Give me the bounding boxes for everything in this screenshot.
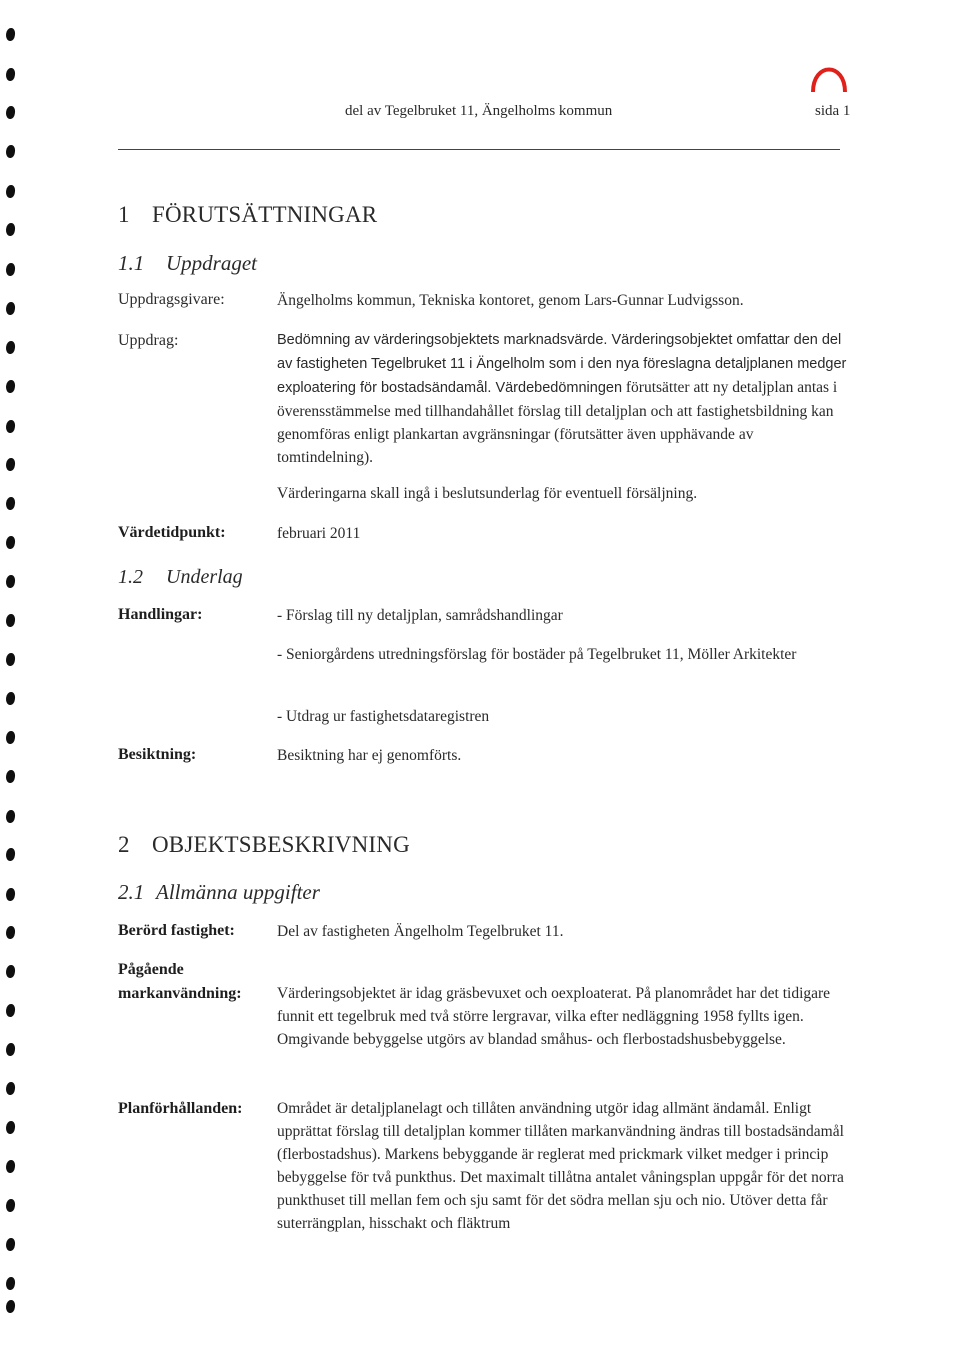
punch-hole (5, 302, 16, 315)
punch-hole (5, 420, 16, 433)
punch-hole (5, 965, 16, 978)
punch-hole (5, 1160, 16, 1173)
header-title: del av Tegelbruket 11, Ängelholms kommun (345, 103, 613, 119)
handlingar-item: - Utdrag ur fastighetsdataregistren (277, 708, 490, 725)
berord-fastighet-label: Berörd fastighet: (118, 922, 235, 939)
uppdragsgivare-value: Ängelholms kommun, Tekniska kontoret, genom Lars-Gunnar Ludvigsson. (277, 292, 744, 309)
besiktning-label: Besiktning: (118, 746, 197, 763)
page-number: sida 1 (815, 103, 851, 119)
subsection-number: 1.2 (118, 566, 143, 588)
punch-hole (5, 68, 16, 81)
uppdrag-text-part1: Bedömning av värderingsobjektets marknadsvärde. Värderingsobjektet omfattar den del av fastigheten Tegelbruket 11 i Ängelholm som i den nya föreslagna detaljplanen medger exploatering för bostadsändamål. Värdebedömningen (277, 332, 847, 396)
punch-hole (5, 614, 16, 627)
handlingar-item: - Förslag till ny detaljplan, samrådshandlingar (277, 607, 563, 624)
punch-hole (5, 1199, 16, 1212)
header-divider (118, 149, 840, 150)
subsection-number: 2.1 (118, 880, 145, 904)
planforhallanden-value: Området är detaljplanelagt och tillåten användning utgör idag allmänt ändamål. Enligt upprättat förslag till detaljplan kommer tillåten markanvändning ändras till bostadsändamål (flerbostadshus). Markens bebyggande är reglerat med prickmark vilket medger i princip bebyggelse för två punkthus. Det maximalt tillåtna antalet våningsplan uppgår för det norra punkthuset till mellan fem och sju samt för det södra mellan sju och nio. Utöver detta får suterrängplan, hisschakt och fläktrum (277, 1100, 844, 1232)
punch-hole (5, 1004, 16, 1017)
punch-hole (5, 341, 16, 354)
pagaende-label-line2: markanvändning: (118, 985, 242, 1002)
section-title: FÖRUTSÄTTNINGAR (152, 202, 378, 227)
punch-hole (5, 497, 16, 510)
section-1-heading (118, 202, 377, 228)
punch-hole (5, 185, 16, 198)
punch-hole (5, 1082, 16, 1095)
handlingar-item: - Seniorgårdens utredningsförslag för bostäder på Tegelbruket 11, Möller Arkitekter (277, 646, 797, 663)
punch-hole (5, 223, 16, 236)
punch-hole (5, 536, 16, 549)
punch-hole (5, 692, 16, 705)
berord-fastighet-value: Del av fastigheten Ängelholm Tegelbruket 11. (277, 923, 564, 940)
subsection-title: Underlag (166, 566, 243, 588)
uppdrag-value (277, 328, 847, 469)
punch-hole (5, 770, 16, 783)
subsection-title: Allmänna uppgifter (156, 880, 320, 904)
punch-hole (5, 28, 16, 41)
punch-hole (5, 926, 16, 939)
section-title: OBJEKTSBESKRIVNING (152, 832, 410, 857)
subsection-number: 1.1 (118, 251, 145, 275)
punch-hole (5, 458, 16, 471)
punch-hole (5, 1300, 16, 1313)
subsection-1-2-heading (118, 566, 243, 589)
punch-hole (5, 575, 16, 588)
subsection-title: Uppdraget (166, 251, 257, 275)
punch-hole (5, 653, 16, 666)
punch-hole (5, 1277, 16, 1290)
punch-hole (5, 1121, 16, 1134)
section-number: 1 (118, 202, 130, 227)
punch-hole (5, 1043, 16, 1056)
planforhallanden-label: Planförhållanden: (118, 1100, 243, 1117)
punch-hole (5, 106, 16, 119)
pagaende-value: Värderingsobjektet är idag gräsbevuxet och oexploaterat. På planområdet har det tidigare funnit ett tegelbruk med två större lergravar, vilka efter nedläggning 1958 fyllts igen. Omgivande bebyggelse utgörs av blandad småhus- och flerbostadshusbebyggelse. (277, 985, 831, 1048)
uppdrag-extra: Värderingarna skall ingå i beslutsunderlag för eventuell försäljning. (277, 485, 698, 502)
besiktning-value: Besiktning har ej genomförts. (277, 747, 462, 764)
punch-hole (5, 263, 16, 276)
vardetidpunkt-label: Värdetidpunkt: (118, 524, 226, 541)
punch-hole (5, 888, 16, 901)
punch-hole (5, 145, 16, 158)
uppdrag-text-part2: förutsätter att ny detaljplan antas i överensstämmelse med tillhandahållet förslag till detaljplan och att fastighetsbildning kan genomföras enligt plankartan avgränsningar (förutsätter även upphävande av tomtindelning). (277, 379, 838, 466)
arc-logo-icon (808, 54, 850, 96)
pagaende-label-line1: Pågående (118, 961, 184, 978)
punch-hole (5, 810, 16, 823)
punch-hole (5, 731, 16, 744)
subsection-2-1-heading (118, 880, 320, 905)
section-2-heading (118, 832, 410, 858)
handlingar-label: Handlingar: (118, 606, 203, 623)
section-number: 2 (118, 832, 130, 857)
uppdragsgivare-label: Uppdragsgivare: (118, 291, 225, 308)
punch-hole (5, 848, 16, 861)
subsection-1-1-heading (118, 251, 257, 276)
vardetidpunkt-value: februari 2011 (277, 525, 361, 542)
punch-hole (5, 1238, 16, 1251)
punch-hole (5, 380, 16, 393)
uppdrag-label: Uppdrag: (118, 332, 179, 349)
